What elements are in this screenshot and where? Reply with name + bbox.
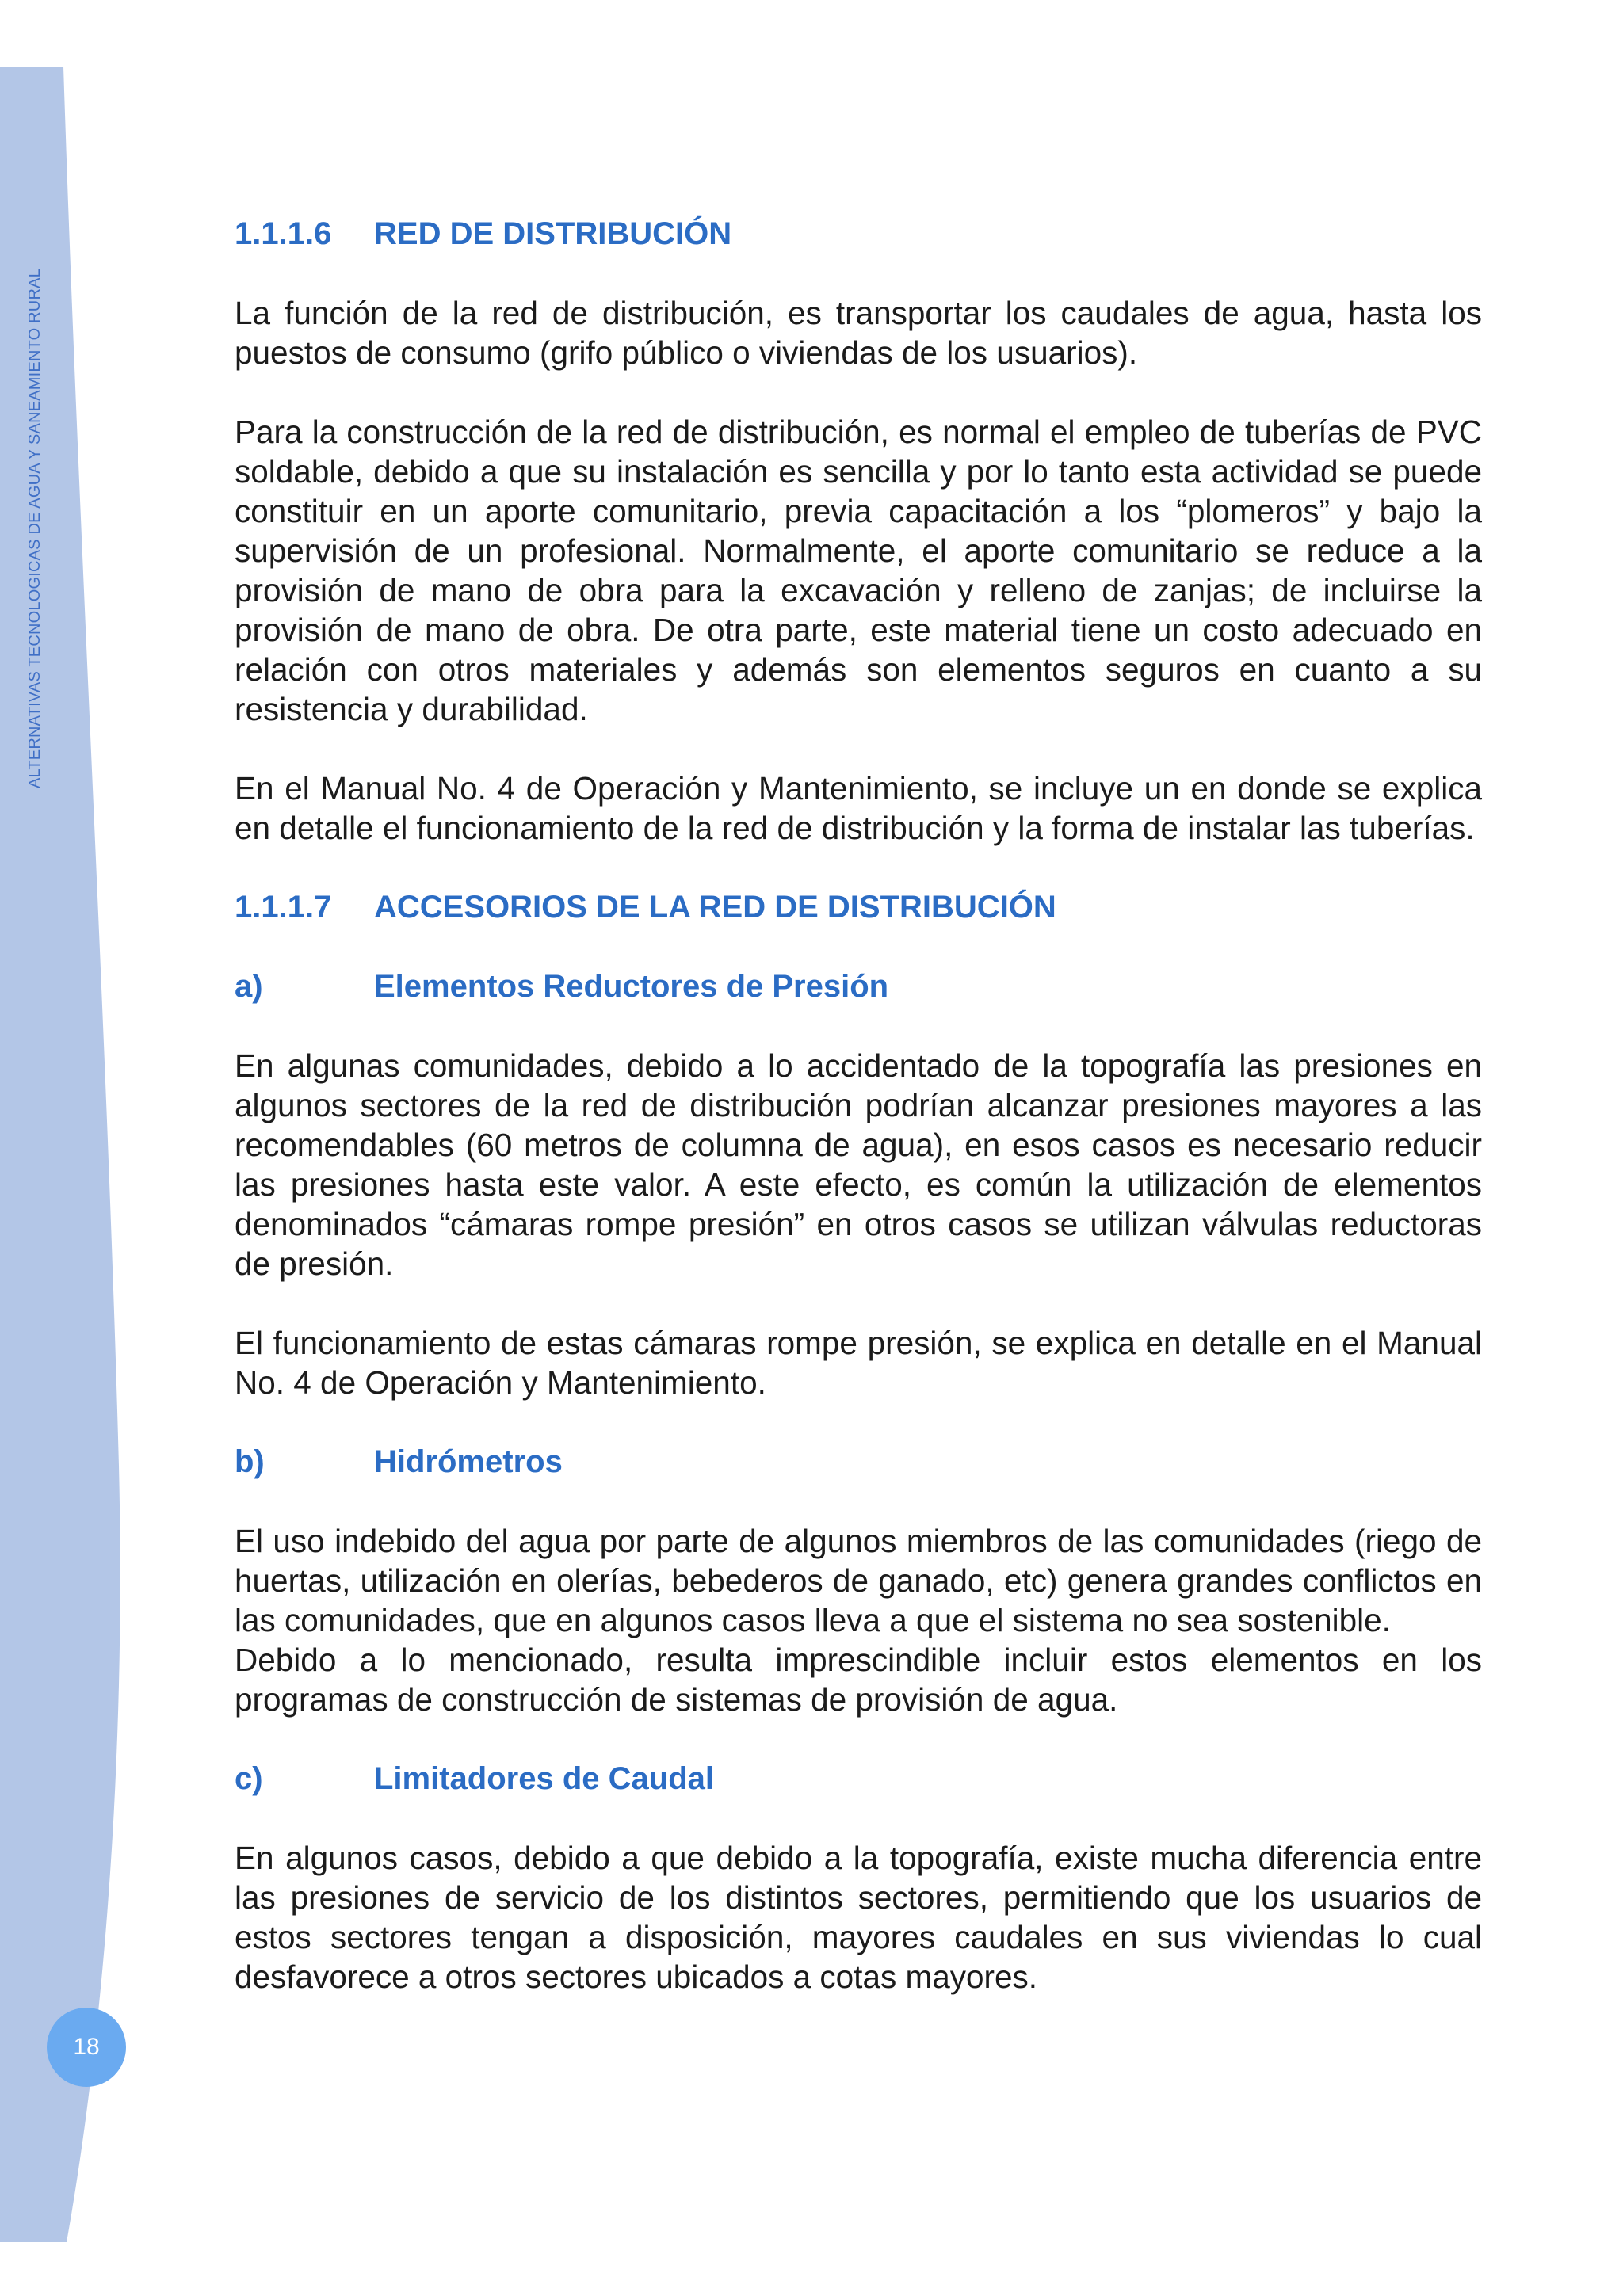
paragraph: En el Manual No. 4 de Operación y Mantenimiento, se incluye un en donde se explica en detalle el funcionamiento de la red de distribución y la forma de instalar las tuberías.	[235, 770, 1482, 846]
subsection-title: Limitadores de Caudal	[374, 1761, 714, 1796]
section-number: 1.1.1.7	[235, 890, 332, 925]
section-number: 1.1.1.6	[235, 216, 332, 251]
paragraph: Para la construcción de la red de distribución, es normal el empleo de tuberías de PVC soldable, debido a que su instalación es sencilla y por lo tanto esta actividad se puede constituir en un aporte comunitario, previa capacitación a los “plomeros” y bajo la supervisión de un profesional. Normalmente, el aporte comunitario se reduce a la provisión de mano de obra para la excavación y relleno de zanjas; de incluirse la provisión de mano de obra. De otra parte, este material tiene un costo adecuado en relación con otros materiales y además son elementos seguros en cuanto a su resistencia y durabilidad.	[235, 414, 1482, 727]
subsection-letter: c)	[235, 1761, 263, 1796]
page-number-badge	[47, 2008, 126, 2087]
subsection-title: Hidrómetros	[374, 1444, 563, 1479]
paragraph: El uso indebido del agua por parte de algunos miembros de las comunidades (riego de huertas, utilización en olerías, bebederos de ganado, etc) genera grandes conflictos en las comunidades, que en algunos casos lleva a que el sistema no sea sostenible.	[235, 1523, 1482, 1638]
paragraph: En algunas comunidades, debido a lo accidentado de la topografía las presiones en algunos sectores de la red de distribución podrían alcanzar presiones mayores a las recomendables (60 metros de columna de agua), en esos casos es necesario reducir las presiones hasta este valor. A este efecto, es común la utilización de elementos denominados “cámaras rompe presión” en otros casos se utilizan válvulas reductoras de presión.	[235, 1047, 1482, 1282]
sidebar-running-title-text: ALTERNATIVAS TECNOLOGICAS DE AGUA Y SANEAMIENTO RURAL	[26, 269, 44, 788]
paragraph: El funcionamiento de estas cámaras rompe presión, se explica en detalle en el Manual No. 4 de Operación y Mantenimiento.	[235, 1325, 1482, 1401]
subsection-heading-c	[235, 1759, 1482, 1798]
paragraph: Debido a lo mencionado, resulta imprescindible incluir estos elementos en los programas de construcción de sistemas de provisión de agua.	[235, 1642, 1482, 1718]
section-title: ACCESORIOS DE LA RED DE DISTRIBUCIÓN	[374, 890, 1056, 925]
section-heading-1-1-1-6	[235, 214, 1482, 254]
subsection-letter: b)	[235, 1444, 265, 1479]
page-number: 18	[73, 2034, 100, 2060]
subsection-letter: a)	[235, 969, 263, 1004]
paragraph: La función de la red de distribución, es transportar los caudales de agua, hasta los puestos de consumo (grifo público o viviendas de los usuarios).	[235, 295, 1482, 371]
subsection-heading-b	[235, 1442, 1482, 1482]
sidebar-band	[0, 0, 127, 2296]
paragraph: En algunos casos, debido a que debido a la topografía, existe mucha diferencia entre las presiones de servicio de los distintos sectores, permitiendo que los usuarios de estos sectores tengan a disposición, mayores caudales en sus viviendas lo cual desfavorece a otros sectores ubicados a cotas mayores.	[235, 1840, 1482, 1995]
page-content	[235, 214, 1482, 1997]
subsection-heading-a	[235, 967, 1482, 1006]
subsection-title: Elementos Reductores de Presión	[374, 969, 889, 1004]
section-title: RED DE DISTRIBUCIÓN	[374, 216, 732, 251]
section-heading-1-1-1-7	[235, 887, 1482, 927]
